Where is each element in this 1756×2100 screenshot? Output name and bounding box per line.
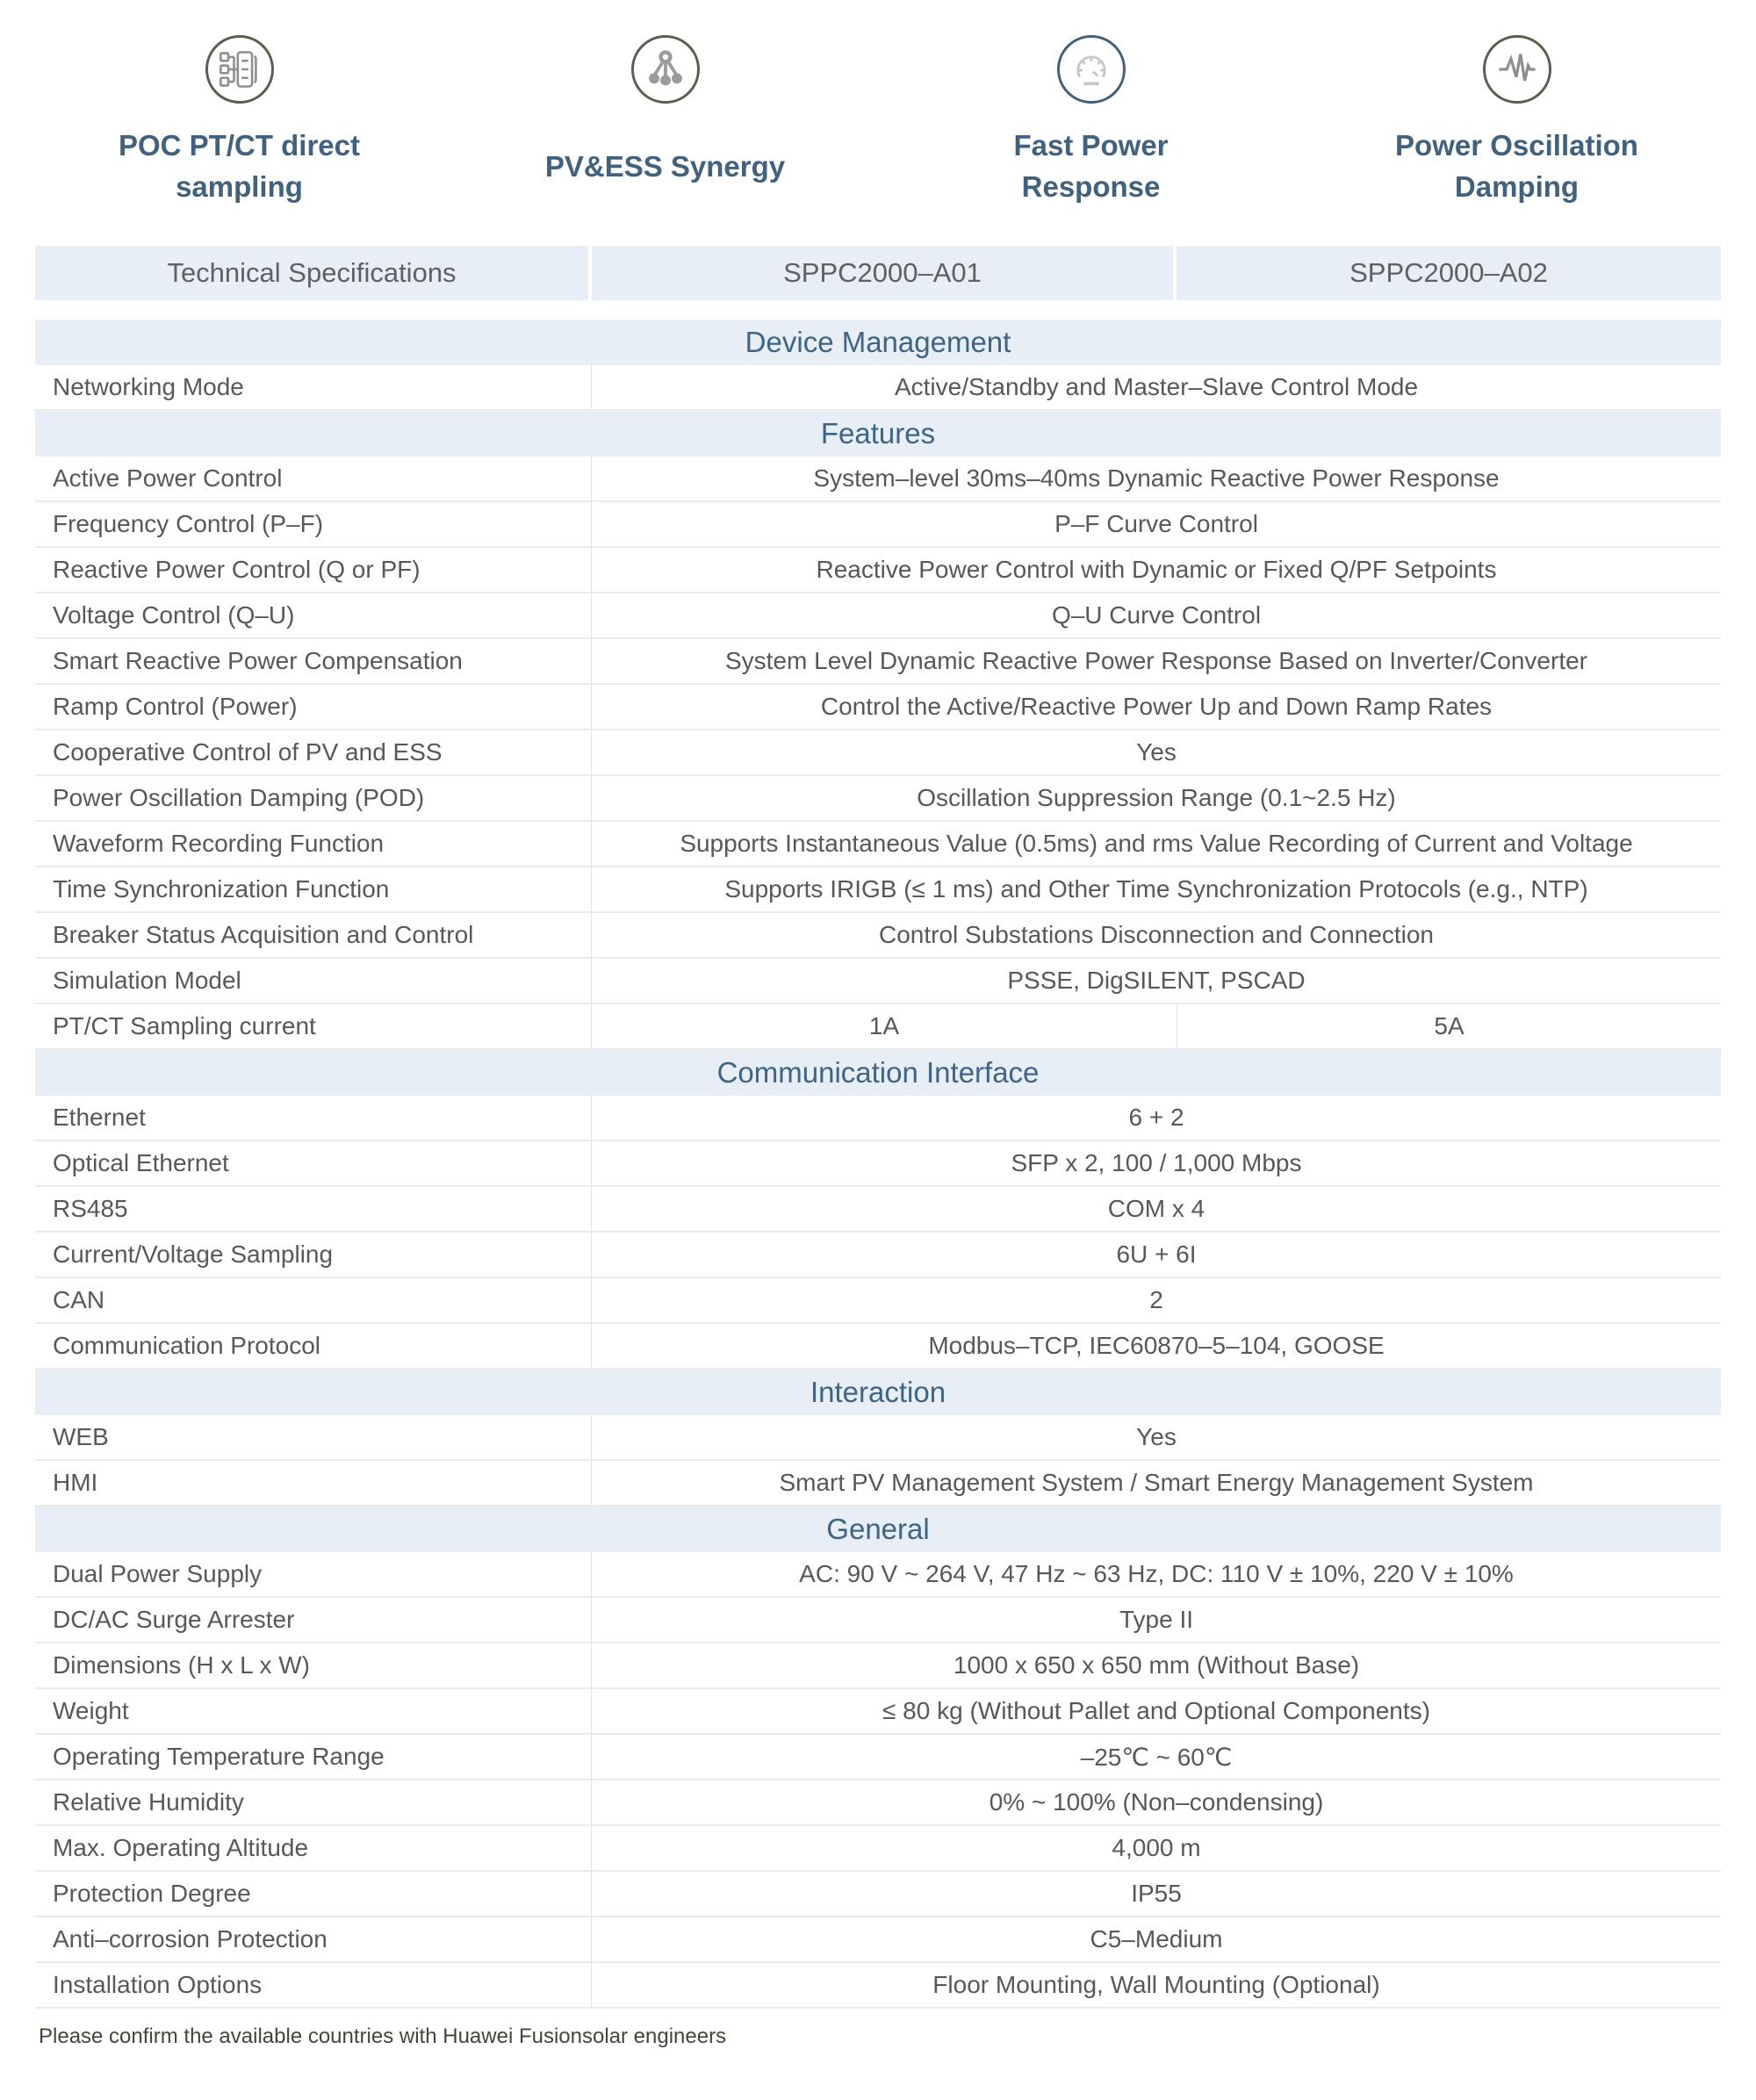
spec-value-col1: 1A bbox=[592, 1004, 1177, 1048]
spec-label: Operating Temperature Range bbox=[35, 1735, 592, 1779]
pulse-wave-icon bbox=[1483, 35, 1551, 104]
spec-row bbox=[35, 730, 1721, 776]
section-header: General bbox=[35, 1507, 1721, 1552]
feature-label: PV&ESS Synergy bbox=[544, 149, 786, 183]
footnote: Please confirm the available countries with Huawei Fusionsolar engineers bbox=[39, 2024, 727, 2048]
spec-value: 6U + 6I bbox=[1116, 1241, 1197, 1268]
spec-label: Anti–corrosion Protection bbox=[35, 1917, 592, 1961]
table-header-model-a01: SPPC2000–A01 bbox=[592, 246, 1173, 300]
section-header: Communication Interface bbox=[35, 1050, 1721, 1096]
spec-label: Max. Operating Altitude bbox=[35, 1826, 592, 1870]
spec-label: WEB bbox=[35, 1415, 592, 1459]
spec-label: Protection Degree bbox=[35, 1872, 592, 1916]
spec-value: 4,000 m bbox=[1112, 1834, 1201, 1861]
feature-strip bbox=[0, 0, 1756, 219]
spec-table-body bbox=[35, 320, 1721, 2009]
spec-value: AC: 90 V ~ 264 V, 47 Hz ~ 63 Hz, DC: 110 V ± 10%, 220 V ± 10% bbox=[799, 1560, 1514, 1587]
spec-row bbox=[35, 639, 1721, 685]
spec-value: Oscillation Suppression Range (0.1~2.5 Hz) bbox=[917, 784, 1396, 811]
spec-label: Dual Power Supply bbox=[35, 1552, 592, 1596]
speedometer-icon bbox=[1057, 35, 1126, 104]
spec-label: Weight bbox=[35, 1689, 592, 1733]
spec-value: Q–U Curve Control bbox=[1051, 601, 1262, 629]
hub-network-icon bbox=[631, 35, 700, 104]
spec-label: Power Oscillation Damping (POD) bbox=[35, 776, 592, 820]
spec-value: –25℃ ~ 60℃ bbox=[1080, 1743, 1233, 1771]
spec-label: PT/CT Sampling current bbox=[35, 1004, 592, 1048]
section-header: Device Management bbox=[35, 320, 1721, 365]
spec-value: System Level Dynamic Reactive Power Response Based on Inverter/Converter bbox=[725, 647, 1587, 674]
spec-value: PSSE, DigSILENT, PSCAD bbox=[1007, 967, 1306, 994]
table-header-title: Technical Specifications bbox=[35, 246, 588, 300]
spec-row bbox=[35, 593, 1721, 639]
feature-power-oscillation-damping bbox=[1304, 35, 1730, 219]
spec-row bbox=[35, 1415, 1721, 1461]
spec-row bbox=[35, 457, 1721, 502]
spec-value: 2 bbox=[1149, 1286, 1163, 1313]
spec-label: Current/Voltage Sampling bbox=[35, 1233, 592, 1277]
spec-value: Active/Standby and Master–Slave Control Mode bbox=[894, 373, 1419, 400]
spec-row bbox=[35, 1826, 1721, 1872]
spec-label: Dimensions (H x L x W) bbox=[35, 1643, 592, 1687]
spec-label: Cooperative Control of PV and ESS bbox=[35, 730, 592, 774]
spec-value: 1000 x 650 x 650 mm (Without Base) bbox=[953, 1651, 1360, 1679]
spec-row bbox=[35, 1141, 1721, 1187]
spec-label: Optical Ethernet bbox=[35, 1141, 592, 1185]
table-header-row bbox=[35, 246, 1721, 300]
spec-label: Time Synchronization Function bbox=[35, 867, 592, 911]
spec-row bbox=[35, 365, 1721, 411]
spec-label: Active Power Control bbox=[35, 457, 592, 500]
device-terminals-icon bbox=[205, 35, 274, 104]
spec-label: HMI bbox=[35, 1461, 592, 1505]
spec-row bbox=[35, 1643, 1721, 1689]
spec-value-col2: 5A bbox=[1434, 1012, 1465, 1039]
spec-value: Yes bbox=[1136, 738, 1177, 766]
header-gap bbox=[35, 300, 1721, 320]
spec-row bbox=[35, 1872, 1721, 1917]
spec-row bbox=[35, 776, 1721, 822]
spec-label: DC/AC Surge Arrester bbox=[35, 1598, 592, 1642]
spec-value: Type II bbox=[1119, 1606, 1194, 1633]
spec-label: Networking Mode bbox=[35, 365, 592, 409]
feature-poc-sampling bbox=[26, 35, 452, 219]
spec-value: System–level 30ms–40ms Dynamic Reactive Power Response bbox=[813, 464, 1500, 492]
spec-label: Reactive Power Control (Q or PF) bbox=[35, 548, 592, 592]
spec-value: Floor Mounting, Wall Mounting (Optional) bbox=[932, 1971, 1380, 1998]
spec-row bbox=[35, 822, 1721, 867]
spec-label: CAN bbox=[35, 1278, 592, 1322]
spec-value: SFP x 2, 100 / 1,000 Mbps bbox=[1011, 1149, 1302, 1176]
spec-value: IP55 bbox=[1131, 1880, 1182, 1907]
spec-value: Modbus–TCP, IEC60870–5–104, GOOSE bbox=[928, 1332, 1385, 1359]
spec-value: Reactive Power Control with Dynamic or Fixed Q/PF Setpoints bbox=[816, 556, 1497, 583]
spec-value: COM x 4 bbox=[1107, 1195, 1205, 1222]
spec-row bbox=[35, 959, 1721, 1004]
spec-value: Control Substations Disconnection and Connection bbox=[879, 921, 1434, 948]
spec-row bbox=[35, 867, 1721, 913]
spec-value: Yes bbox=[1136, 1423, 1177, 1450]
spec-label: Voltage Control (Q–U) bbox=[35, 593, 592, 637]
feature-pv-ess-synergy bbox=[452, 35, 878, 219]
spec-row bbox=[35, 1917, 1721, 1963]
section-header: Features bbox=[35, 411, 1721, 457]
feature-label: Power Oscillation Damping bbox=[1395, 129, 1638, 203]
spec-label: RS485 bbox=[35, 1187, 592, 1231]
feature-label: POC PT/CT direct sampling bbox=[118, 129, 361, 203]
spec-label: Installation Options bbox=[35, 1963, 592, 2007]
spec-value: C5–Medium bbox=[1090, 1925, 1223, 1953]
spec-value: ≤ 80 kg (Without Pallet and Optional Components) bbox=[882, 1697, 1430, 1724]
spec-label: Ethernet bbox=[35, 1096, 592, 1140]
spec-row bbox=[35, 548, 1721, 593]
spec-row bbox=[35, 1324, 1721, 1370]
spec-value: Smart PV Management System / Smart Energy Management System bbox=[779, 1469, 1534, 1496]
spec-row bbox=[35, 1735, 1721, 1780]
spec-label: Relative Humidity bbox=[35, 1780, 592, 1824]
spec-row bbox=[35, 1780, 1721, 1826]
spec-row bbox=[35, 502, 1721, 548]
spec-label: Ramp Control (Power) bbox=[35, 685, 592, 729]
feature-label: Fast Power Response bbox=[1013, 129, 1169, 203]
spec-row bbox=[35, 1552, 1721, 1598]
spec-row bbox=[35, 1096, 1721, 1141]
feature-fast-power-response bbox=[878, 35, 1304, 219]
spec-value: 6 + 2 bbox=[1128, 1104, 1184, 1131]
spec-value: 0% ~ 100% (Non–condensing) bbox=[989, 1788, 1324, 1816]
spec-label: Communication Protocol bbox=[35, 1324, 592, 1368]
spec-row bbox=[35, 1187, 1721, 1233]
spec-row bbox=[35, 1461, 1721, 1507]
spec-row bbox=[35, 913, 1721, 959]
table-header-model-a02: SPPC2000–A02 bbox=[1177, 246, 1721, 300]
spec-label: Simulation Model bbox=[35, 959, 592, 1003]
spec-row bbox=[35, 1689, 1721, 1735]
spec-value: P–F Curve Control bbox=[1054, 510, 1258, 537]
spec-label: Waveform Recording Function bbox=[35, 822, 592, 866]
spec-row bbox=[35, 1004, 1721, 1050]
spec-row bbox=[35, 1598, 1721, 1643]
spec-row bbox=[35, 685, 1721, 730]
spec-row bbox=[35, 1963, 1721, 2009]
section-header: Interaction bbox=[35, 1370, 1721, 1415]
spec-value: Supports IRIGB (≤ 1 ms) and Other Time Synchronization Protocols (e.g., NTP) bbox=[724, 875, 1588, 903]
spec-value: Supports Instantaneous Value (0.5ms) and rms Value Recording of Current and Voltage bbox=[680, 830, 1633, 857]
spec-row bbox=[35, 1233, 1721, 1278]
spec-label: Frequency Control (P–F) bbox=[35, 502, 592, 546]
spec-label: Breaker Status Acquisition and Control bbox=[35, 913, 592, 957]
spec-row bbox=[35, 1278, 1721, 1324]
spec-label: Smart Reactive Power Compensation bbox=[35, 639, 592, 683]
spec-value: Control the Active/Reactive Power Up and Down Ramp Rates bbox=[820, 693, 1493, 720]
spec-table bbox=[35, 246, 1721, 2009]
